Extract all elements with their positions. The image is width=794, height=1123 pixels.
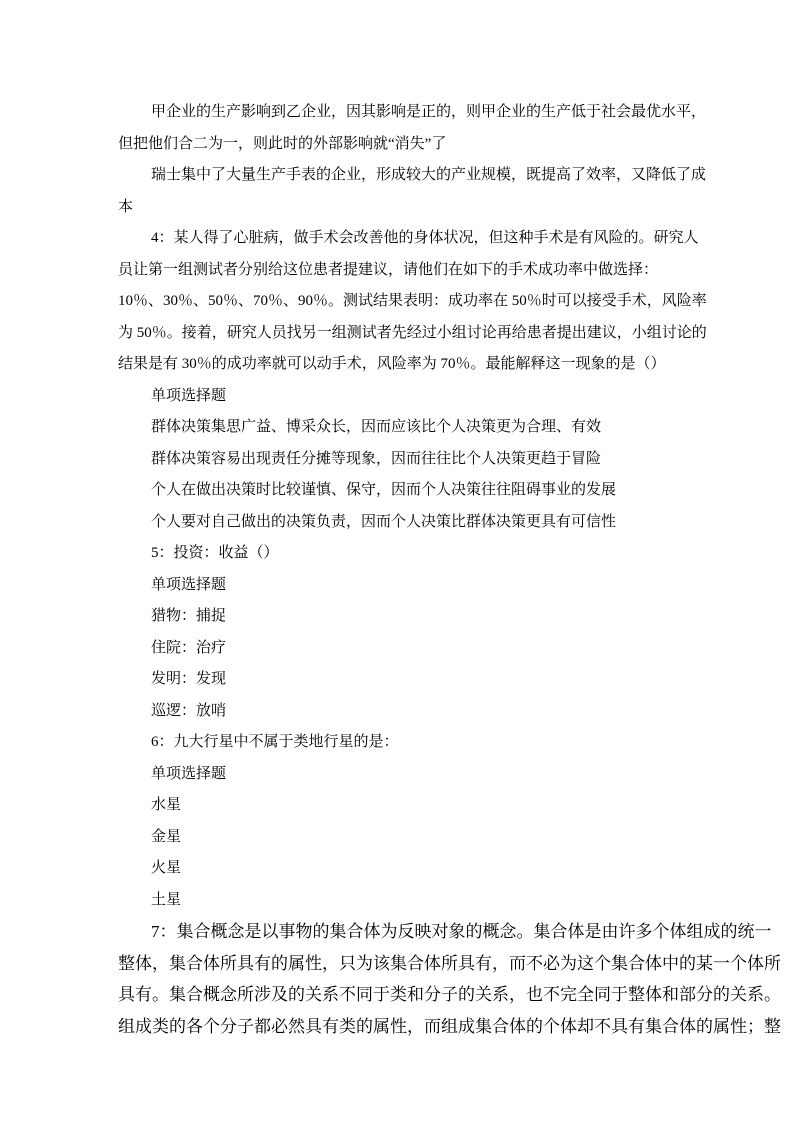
question-5-option-b: [118, 633, 780, 665]
question-4-option-d: [118, 507, 780, 539]
body-line: 瑞士集中了大量生产手表的企业，形成较大的产业规模，既提高了效率，又降低了成: [151, 167, 707, 183]
question-6-type-label: [118, 759, 780, 791]
question-stem-line: 具有。集合概念所涉及的关系不同于类和分子的关系，也不完全同于整体和部分的关系。: [118, 985, 781, 1004]
body-line: 本: [118, 198, 134, 215]
question-4-stem: [118, 223, 780, 381]
body-line: 但把他们合二为一，则此时的外部影响就“消失”了: [118, 135, 447, 152]
question-5-type-label: [118, 570, 780, 602]
question-6-option-b: [118, 822, 780, 854]
question-6-option-d: [118, 885, 780, 917]
option-line: 住院：治疗: [151, 639, 227, 656]
question-4-option-a: [118, 412, 780, 444]
paragraph-externality-merge: [118, 97, 780, 160]
document-content: [118, 97, 780, 1042]
question-5-option-d: [118, 696, 780, 728]
question-4-type-label: [118, 381, 780, 413]
question-4-option-c: [118, 475, 780, 507]
question-5-option-a: [118, 601, 780, 633]
paragraph-swiss-watch: [118, 160, 780, 223]
question-stem-line: 员让第一组测试者分别给这位患者提建议，请他们在如下的手术成功率中做选择：: [118, 261, 659, 278]
option-line: 群体决策容易出现责任分摊等现象，因而往往比个人决策更趋于冒险: [151, 450, 602, 467]
option-line: 水星: [151, 797, 182, 813]
question-4-option-b: [118, 444, 780, 476]
option-line: 个人在做出决策时比较谨慎、保守，因而个人决策往往阻碍事业的发展: [151, 482, 617, 498]
question-type-label-line: 单项选择题: [151, 576, 227, 593]
question-type-label-line: 单项选择题: [151, 387, 227, 404]
option-line: 发明：发现: [151, 671, 227, 687]
question-6-option-a: [118, 790, 780, 822]
question-stem-line: 7：集合概念是以事物的集合体为反映对象的概念。集合体是由许多个体组成的统一: [151, 922, 772, 941]
question-stem-line: 6：九大行星中不属于类地行星的是：: [151, 734, 399, 750]
question-type-label-line: 单项选择题: [151, 765, 227, 782]
question-5-option-c: [118, 664, 780, 696]
option-line: 群体决策集思广益、博采众长，因而应该比个人决策更为合理、有效: [151, 419, 602, 435]
question-stem-line: 组成类的各个分子都必然具有类的属性，而组成集合体的个体却不具有集合体的属性；整: [118, 1016, 781, 1036]
question-stem-line: 为 50％。接着，研究人员找另一组测试者先经过小组讨论再给患者提出建议，小组讨论的: [118, 324, 707, 341]
option-line: 火星: [151, 860, 182, 876]
question-7-stem: [118, 916, 780, 1042]
option-line: 金星: [151, 828, 182, 845]
question-stem-line: 结果是有 30％的成功率就可以动手术，风险率为 70％。最能解释这一现象的是（）: [118, 356, 666, 372]
question-stem-line: 整体，集合体所具有的属性，只为该集合体所具有，而不必为这个集合体中的某一个体所: [118, 953, 781, 973]
question-5-stem: [118, 538, 780, 570]
option-line: 猎物：捕捉: [151, 608, 227, 624]
question-stem-line: 4：某人得了心脏病，做手术会改善他的身体状况，但这种手术是有风险的。研究人: [151, 230, 699, 246]
question-stem-line: 5：投资：收益（）: [151, 545, 279, 561]
question-6-option-c: [118, 853, 780, 885]
question-stem-line: 10％、30％、50％、70％、90％。测试结果表明：成功率在 50％时可以接受手术，风险率: [118, 293, 707, 309]
option-line: 土星: [151, 891, 182, 908]
question-6-stem: [118, 727, 780, 759]
option-line: 巡逻：放哨: [151, 702, 227, 719]
body-line: 甲企业的生产影响到乙企业，因其影响是正的，则甲企业的生产低于社会最优水平，: [151, 104, 707, 120]
option-line: 个人要对自己做出的决策负责，因而个人决策比群体决策更具有可信性: [151, 513, 617, 530]
